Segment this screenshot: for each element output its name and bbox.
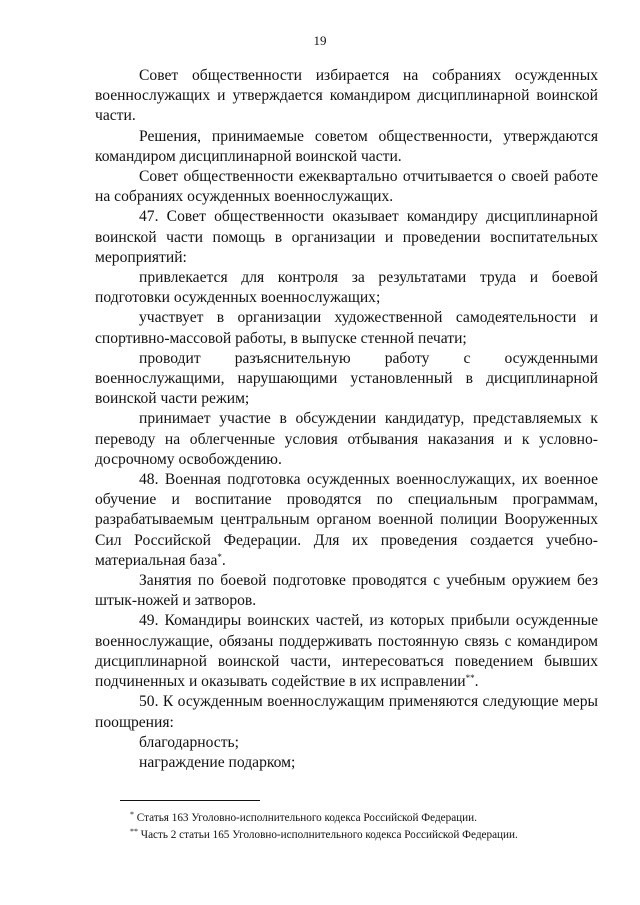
footnote-mark: ** xyxy=(130,827,138,836)
paragraph-item-47: 47. Совет общественности оказывает командиру дисциплинарной воинской части помощь в организации и проведении воспитательных мероприятий: xyxy=(95,208,598,266)
footnote: ** Часть 2 статьи 165 Уголовно-исполнительного кодекса Российской Федерации. xyxy=(130,827,518,841)
paragraph: Решения, принимаемые советом общественности, утверждаются командиром дисциплинарной воинской части. xyxy=(95,127,598,165)
paragraph: Совет общественности избирается на собраниях осужденных военнослужащих и утверждается командиром дисциплинарной воинской части. xyxy=(95,67,598,125)
footnotes xyxy=(130,810,610,844)
paragraph: проводит разъяснительную работу с осужденными военнослужащими, нарушающими установленный в дисциплинарной воинской части режим; xyxy=(95,349,598,408)
footnote-reference: ** xyxy=(465,673,475,684)
list-item: благодарность; xyxy=(139,733,239,751)
paragraph-item-49: 49. Командиры воинских частей, из которых прибыли осужденные военнослужащие, обязаны поддерживать постоянную связь с командиром дисциплинарной воинской части, интересоваться поведением бывших подчиненных и оказывать содействие в их исправлении**. xyxy=(95,612,598,691)
page-number: 19 xyxy=(313,33,327,48)
paragraph: Совет общественности ежеквартально отчитывается о своей работе на собраниях осужденных военнослужащих. xyxy=(95,168,598,206)
list-item: награждение подарком; xyxy=(139,753,296,771)
paragraph-item-50: 50. К осужденным военнослужащим применяются следующие меры поощрения: xyxy=(95,693,598,731)
footnote-mark: * xyxy=(130,810,134,819)
paragraph: участвует в организации художественной самодеятельности и спортивно-массовой работы, в выпуске стенной печати; xyxy=(95,309,598,347)
footnote-divider xyxy=(120,800,260,801)
paragraph-item-48: 48. Военная подготовка осужденных военнослужащих, их военное обучение и воспитание проводятся по специальным программам, разрабатываемым центральным органом военной полиции Вооруженных Сил Российской Федерации. Для их проведения создается учебно-материальная база*. xyxy=(95,471,598,569)
paragraph: Занятия по боевой подготовке проводятся с учебным оружием без штык-ножей и затворов. xyxy=(95,572,598,610)
paragraph: принимает участие в обсуждении кандидатур, представляемых к переводу на облегченные условия отбывания наказания и к условно-досрочному освобождению. xyxy=(95,410,598,468)
body-text xyxy=(95,66,598,773)
footnote: * Статья 163 Уголовно-исполнительного кодекса Российской Федерации. xyxy=(130,810,477,824)
paragraph: привлекается для контроля за результатами труда и боевой подготовки осужденных военнослужащих; xyxy=(95,269,598,307)
footnote-reference: * xyxy=(217,551,222,562)
